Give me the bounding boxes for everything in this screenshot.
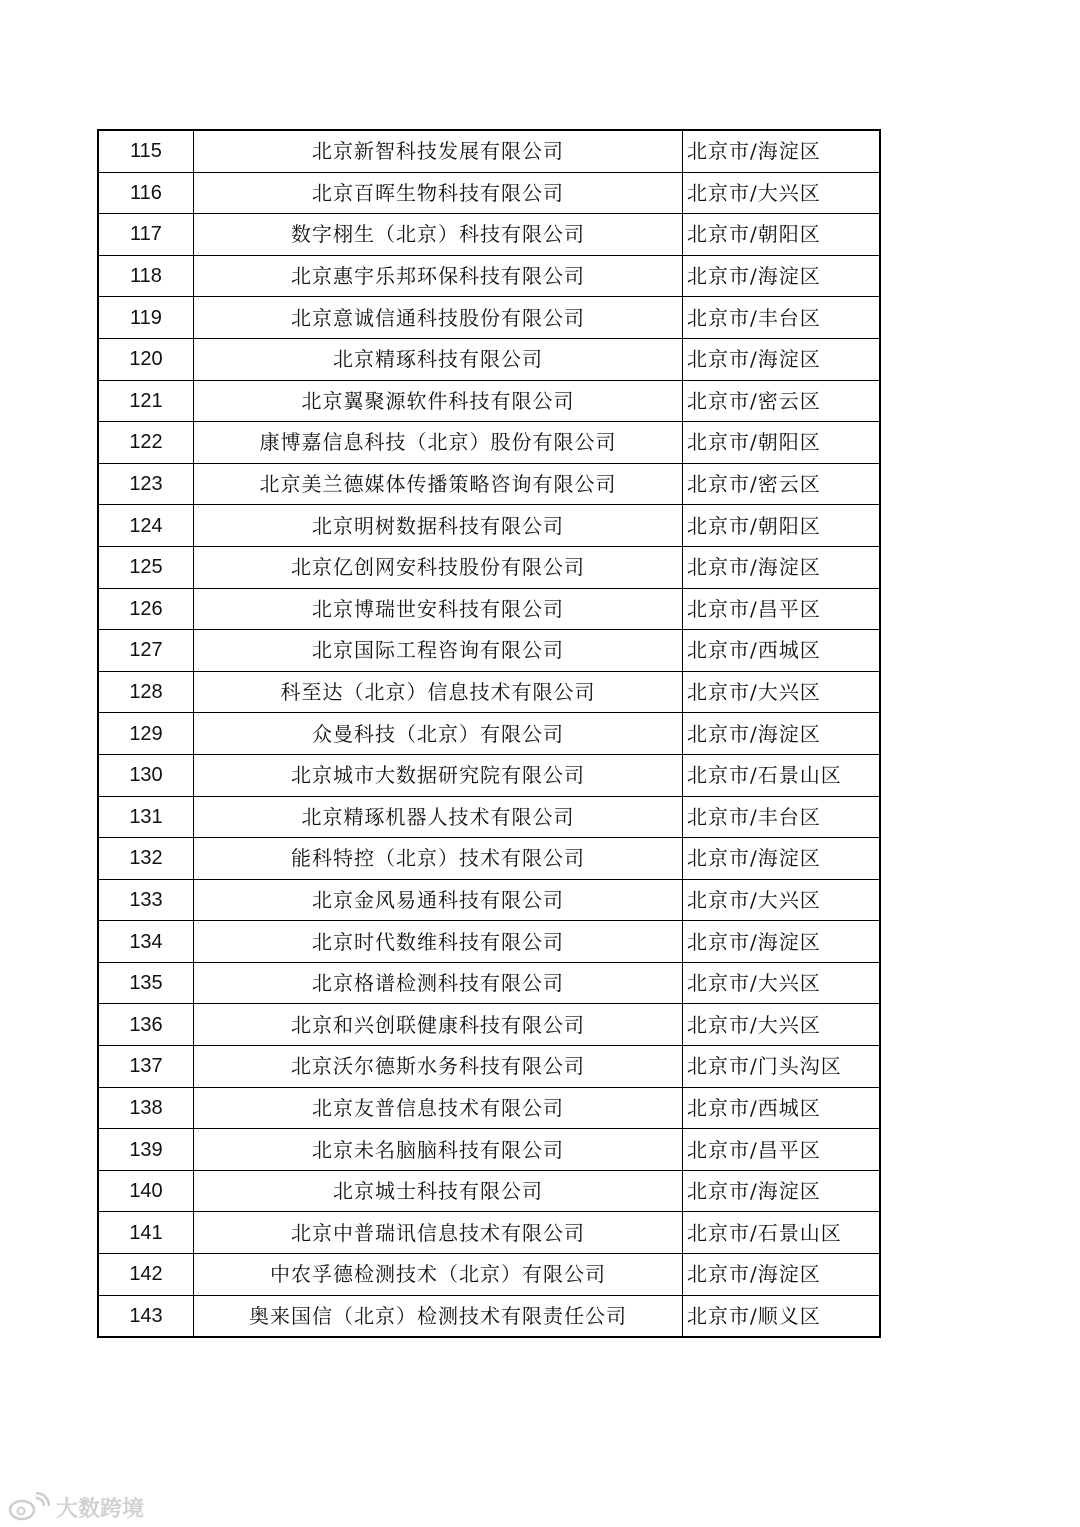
company-region: 北京市/丰台区: [683, 796, 881, 838]
row-number: 140: [98, 1170, 194, 1212]
company-name: 北京明树数据科技有限公司: [194, 505, 683, 547]
table-body: [98, 130, 880, 1337]
company-region: 北京市/海淀区: [683, 130, 881, 172]
watermark-text: 大数跨境: [56, 1496, 145, 1522]
row-number: 128: [98, 671, 194, 713]
company-name: 北京惠宇乐邦环保科技有限公司: [194, 255, 683, 297]
company-name: 北京友普信息技术有限公司: [194, 1087, 683, 1129]
company-region: 北京市/海淀区: [683, 1170, 881, 1212]
company-region: 北京市/昌平区: [683, 588, 881, 630]
company-region: 北京市/大兴区: [683, 671, 881, 713]
table-row: [98, 713, 880, 755]
company-region: 北京市/西城区: [683, 1087, 881, 1129]
row-number: 131: [98, 796, 194, 838]
company-name: 北京未名脑脑科技有限公司: [194, 1129, 683, 1171]
table-row: [98, 297, 880, 339]
company-name: 北京翼聚源软件科技有限公司: [194, 380, 683, 422]
table-row: [98, 1129, 880, 1171]
row-number: 129: [98, 713, 194, 755]
table-row: [98, 255, 880, 297]
company-region: 北京市/海淀区: [683, 921, 881, 963]
row-number: 126: [98, 588, 194, 630]
table-row: [98, 754, 880, 796]
company-name: 北京城士科技有限公司: [194, 1170, 683, 1212]
company-name: 北京博瑞世安科技有限公司: [194, 588, 683, 630]
company-region: 北京市/朝阳区: [683, 214, 881, 256]
row-number: 117: [98, 214, 194, 256]
company-name: 中农孚德检测技术（北京）有限公司: [194, 1254, 683, 1296]
company-list-table: [97, 129, 881, 1338]
company-name: 北京新智科技发展有限公司: [194, 130, 683, 172]
row-number: 141: [98, 1212, 194, 1254]
company-name: 北京国际工程咨询有限公司: [194, 630, 683, 672]
company-name: 北京沃尔德斯水务科技有限公司: [194, 1046, 683, 1088]
company-region: 北京市/昌平区: [683, 1129, 881, 1171]
table-row: [98, 1170, 880, 1212]
table-row: [98, 796, 880, 838]
table-row: [98, 130, 880, 172]
company-region: 北京市/顺义区: [683, 1295, 881, 1337]
row-number: 119: [98, 297, 194, 339]
table-row: [98, 1212, 880, 1254]
table-row: [98, 630, 880, 672]
table-row: [98, 1046, 880, 1088]
row-number: 120: [98, 338, 194, 380]
company-region: 北京市/西城区: [683, 630, 881, 672]
company-region: 北京市/丰台区: [683, 297, 881, 339]
row-number: 136: [98, 1004, 194, 1046]
company-region: 北京市/海淀区: [683, 713, 881, 755]
row-number: 138: [98, 1087, 194, 1129]
company-name: 北京金风易通科技有限公司: [194, 879, 683, 921]
row-number: 132: [98, 838, 194, 880]
company-name: 科至达（北京）信息技术有限公司: [194, 671, 683, 713]
table-row: [98, 1295, 880, 1337]
company-region: 北京市/海淀区: [683, 838, 881, 880]
company-region: 北京市/海淀区: [683, 546, 881, 588]
row-number: 137: [98, 1046, 194, 1088]
company-name: 众曼科技（北京）有限公司: [194, 713, 683, 755]
company-name: 北京亿创网安科技股份有限公司: [194, 546, 683, 588]
table-row: [98, 172, 880, 214]
table-row: [98, 1004, 880, 1046]
table-row: [98, 962, 880, 1004]
company-name: 北京精琢机器人技术有限公司: [194, 796, 683, 838]
company-region: 北京市/大兴区: [683, 962, 881, 1004]
row-number: 115: [98, 130, 194, 172]
row-number: 135: [98, 962, 194, 1004]
table-row: [98, 1087, 880, 1129]
company-name: 北京中普瑞讯信息技术有限公司: [194, 1212, 683, 1254]
weibo-logo-icon: [8, 1492, 50, 1522]
row-number: 121: [98, 380, 194, 422]
company-name: 奥来国信（北京）检测技术有限责任公司: [194, 1295, 683, 1337]
company-region: 北京市/密云区: [683, 463, 881, 505]
company-region: 北京市/海淀区: [683, 338, 881, 380]
company-name: 北京格谱检测科技有限公司: [194, 962, 683, 1004]
row-number: 133: [98, 879, 194, 921]
company-region: 北京市/密云区: [683, 380, 881, 422]
company-region: 北京市/海淀区: [683, 255, 881, 297]
company-region: 北京市/海淀区: [683, 1254, 881, 1296]
company-name: 北京意诚信通科技股份有限公司: [194, 297, 683, 339]
company-name: 北京时代数维科技有限公司: [194, 921, 683, 963]
company-region: 北京市/门头沟区: [683, 1046, 881, 1088]
table-row: [98, 838, 880, 880]
row-number: 143: [98, 1295, 194, 1337]
table-row: [98, 671, 880, 713]
company-region: 北京市/石景山区: [683, 1212, 881, 1254]
table-row: [98, 588, 880, 630]
table-row: [98, 879, 880, 921]
row-number: 116: [98, 172, 194, 214]
company-region: 北京市/朝阳区: [683, 505, 881, 547]
row-number: 130: [98, 754, 194, 796]
company-region: 北京市/大兴区: [683, 172, 881, 214]
watermark: [8, 1490, 144, 1524]
table-row: [98, 380, 880, 422]
company-name: 数字栩生（北京）科技有限公司: [194, 214, 683, 256]
company-region: 北京市/大兴区: [683, 1004, 881, 1046]
company-name: 康博嘉信息科技（北京）股份有限公司: [194, 422, 683, 464]
row-number: 125: [98, 546, 194, 588]
table-row: [98, 214, 880, 256]
table-row: [98, 921, 880, 963]
company-name: 北京精琢科技有限公司: [194, 338, 683, 380]
company-name: 能科特控（北京）技术有限公司: [194, 838, 683, 880]
row-number: 118: [98, 255, 194, 297]
row-number: 122: [98, 422, 194, 464]
company-name: 北京和兴创联健康科技有限公司: [194, 1004, 683, 1046]
table-row: [98, 546, 880, 588]
row-number: 139: [98, 1129, 194, 1171]
company-name: 北京美兰德媒体传播策略咨询有限公司: [194, 463, 683, 505]
row-number: 142: [98, 1254, 194, 1296]
table-row: [98, 463, 880, 505]
table-row: [98, 505, 880, 547]
company-name: 北京百晖生物科技有限公司: [194, 172, 683, 214]
table-row: [98, 422, 880, 464]
company-region: 北京市/大兴区: [683, 879, 881, 921]
company-name: 北京城市大数据研究院有限公司: [194, 754, 683, 796]
company-region: 北京市/朝阳区: [683, 422, 881, 464]
row-number: 134: [98, 921, 194, 963]
row-number: 124: [98, 505, 194, 547]
table-row: [98, 1254, 880, 1296]
company-region: 北京市/石景山区: [683, 754, 881, 796]
table-row: [98, 338, 880, 380]
row-number: 127: [98, 630, 194, 672]
row-number: 123: [98, 463, 194, 505]
